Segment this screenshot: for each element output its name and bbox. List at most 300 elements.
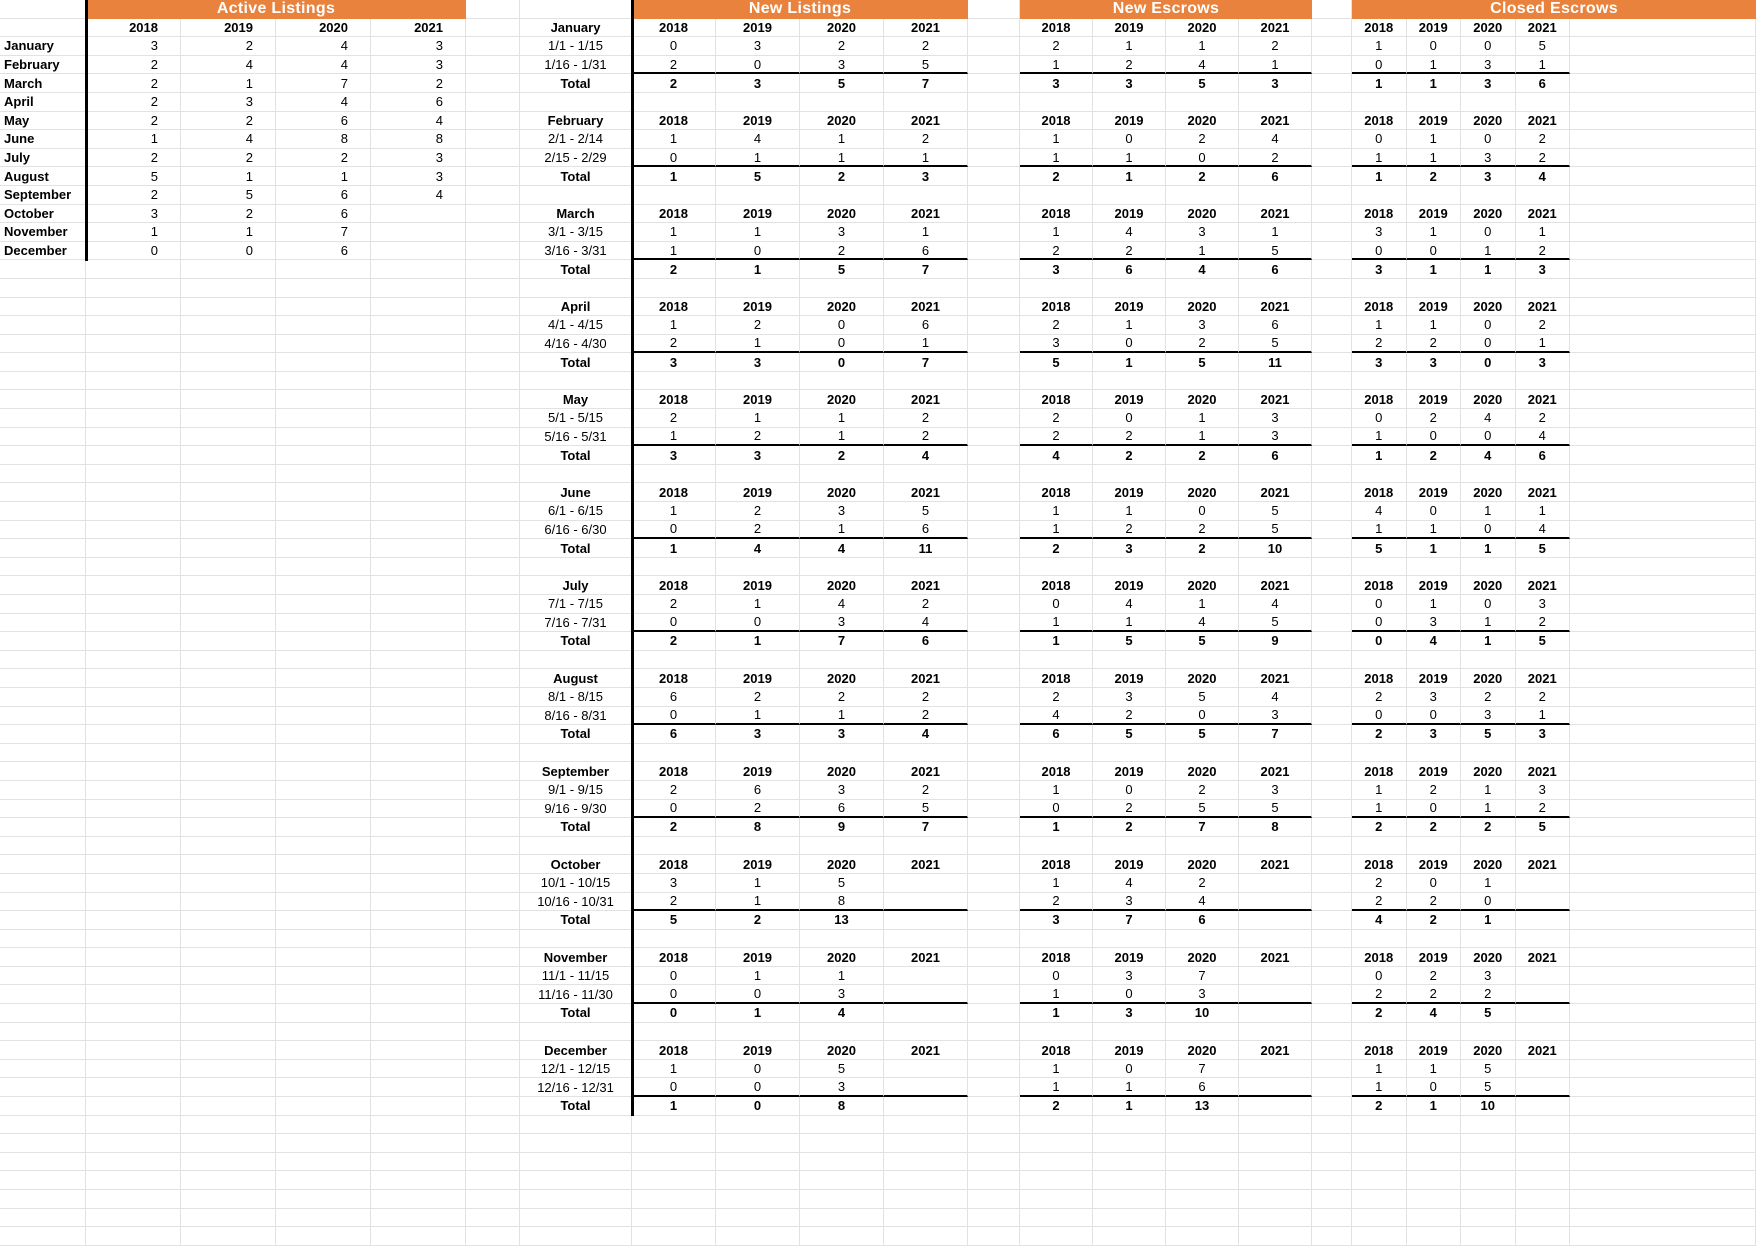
empty-cell[interactable] (632, 1153, 716, 1172)
empty-cell[interactable] (1570, 967, 1756, 986)
empty-cell[interactable] (1312, 0, 1352, 19)
empty-cell[interactable] (181, 1041, 276, 1060)
value-cell[interactable]: 3 (632, 874, 716, 893)
empty-cell[interactable] (466, 1190, 520, 1209)
empty-cell[interactable] (181, 744, 276, 763)
empty-cell[interactable] (1570, 1078, 1756, 1097)
value-cell[interactable]: 2 (1020, 37, 1093, 56)
value-cell[interactable]: 7 (1166, 967, 1239, 986)
empty-cell[interactable] (1570, 279, 1756, 298)
empty-cell[interactable] (466, 632, 520, 651)
total-value-cell[interactable]: 2 (1407, 818, 1462, 837)
empty-cell[interactable] (371, 298, 466, 317)
year-header[interactable]: 2019 (1407, 762, 1462, 781)
value-cell[interactable]: 0 (1461, 595, 1516, 614)
value-cell[interactable]: 0 (1461, 37, 1516, 56)
year-header[interactable]: 2021 (1239, 948, 1312, 967)
empty-cell[interactable] (1312, 316, 1352, 335)
year-header[interactable]: 2020 (1461, 855, 1516, 874)
empty-cell[interactable] (0, 1134, 86, 1153)
empty-cell[interactable] (1312, 37, 1352, 56)
value-cell[interactable]: 0 (1407, 800, 1462, 819)
total-label[interactable]: Total (520, 353, 632, 372)
al-value-cell[interactable]: 2 (86, 74, 181, 93)
empty-cell[interactable] (1516, 372, 1571, 391)
empty-cell[interactable] (276, 1134, 371, 1153)
empty-cell[interactable] (371, 725, 466, 744)
empty-cell[interactable] (466, 428, 520, 447)
empty-cell[interactable] (632, 1209, 716, 1228)
period-label[interactable]: 5/1 - 5/15 (520, 409, 632, 428)
al-value-cell[interactable]: 3 (86, 205, 181, 224)
empty-cell[interactable] (276, 1078, 371, 1097)
empty-cell[interactable] (884, 93, 968, 112)
empty-cell[interactable] (0, 260, 86, 279)
al-value-cell[interactable]: 4 (181, 130, 276, 149)
value-cell[interactable]: 4 (1166, 893, 1239, 912)
empty-cell[interactable] (968, 1153, 1020, 1172)
empty-cell[interactable] (800, 744, 884, 763)
empty-cell[interactable] (968, 149, 1020, 168)
total-value-cell[interactable]: 2 (1020, 1097, 1093, 1116)
empty-cell[interactable] (276, 744, 371, 763)
empty-cell[interactable] (1570, 1209, 1756, 1228)
total-value-cell[interactable]: 3 (632, 446, 716, 465)
empty-cell[interactable] (1461, 279, 1516, 298)
al-value-cell[interactable]: 2 (86, 93, 181, 112)
value-cell[interactable]: 0 (632, 521, 716, 540)
value-cell[interactable]: 2 (1093, 242, 1166, 261)
year-header[interactable]: 2021 (1516, 1041, 1571, 1060)
empty-cell[interactable] (86, 1004, 181, 1023)
empty-cell[interactable] (1570, 353, 1756, 372)
empty-cell[interactable] (1239, 1023, 1312, 1042)
empty-cell[interactable] (276, 818, 371, 837)
al-value-cell[interactable]: 8 (276, 130, 371, 149)
year-header[interactable]: 2018 (1020, 483, 1093, 502)
year-header[interactable]: 2018 (632, 19, 716, 38)
value-cell[interactable]: 1 (632, 242, 716, 261)
year-header[interactable]: 2019 (1093, 112, 1166, 131)
empty-cell[interactable] (466, 1097, 520, 1116)
value-cell[interactable]: 2 (632, 335, 716, 354)
empty-cell[interactable] (968, 967, 1020, 986)
empty-cell[interactable] (371, 390, 466, 409)
empty-cell[interactable] (1407, 1134, 1462, 1153)
value-cell[interactable]: 2 (884, 688, 968, 707)
empty-cell[interactable] (181, 688, 276, 707)
empty-cell[interactable] (86, 1171, 181, 1190)
empty-cell[interactable] (1093, 930, 1166, 949)
empty-cell[interactable] (86, 893, 181, 912)
period-label[interactable]: 7/1 - 7/15 (520, 595, 632, 614)
empty-cell[interactable] (0, 1116, 86, 1135)
year-header[interactable]: 2019 (716, 948, 800, 967)
empty-cell[interactable] (1166, 744, 1239, 763)
empty-cell[interactable] (520, 372, 632, 391)
value-cell[interactable]: 1 (1352, 781, 1407, 800)
empty-cell[interactable] (968, 93, 1020, 112)
empty-cell[interactable] (466, 1060, 520, 1079)
value-cell[interactable]: 1 (1166, 409, 1239, 428)
empty-cell[interactable] (371, 688, 466, 707)
value-cell[interactable]: 6 (884, 316, 968, 335)
empty-cell[interactable] (968, 390, 1020, 409)
empty-cell[interactable] (1570, 911, 1756, 930)
empty-cell[interactable] (1570, 781, 1756, 800)
empty-cell[interactable] (0, 707, 86, 726)
empty-cell[interactable] (1312, 1097, 1352, 1116)
empty-cell[interactable] (716, 186, 800, 205)
empty-cell[interactable] (1093, 186, 1166, 205)
empty-cell[interactable] (968, 335, 1020, 354)
empty-cell[interactable] (466, 483, 520, 502)
year-header[interactable]: 2020 (1166, 390, 1239, 409)
month-header[interactable]: February (520, 112, 632, 131)
empty-cell[interactable] (276, 967, 371, 986)
al-value-cell[interactable]: 0 (181, 242, 276, 261)
total-value-cell[interactable]: 7 (1166, 818, 1239, 837)
year-header[interactable]: 2021 (1516, 669, 1571, 688)
year-header[interactable]: 2020 (1461, 19, 1516, 38)
empty-cell[interactable] (276, 446, 371, 465)
year-header[interactable]: 2019 (716, 669, 800, 688)
value-cell[interactable]: 1 (1407, 223, 1462, 242)
year-header[interactable]: 2021 (884, 855, 968, 874)
empty-cell[interactable] (884, 1153, 968, 1172)
total-value-cell[interactable]: 2 (632, 818, 716, 837)
empty-cell[interactable] (86, 669, 181, 688)
value-cell[interactable]: 0 (1352, 595, 1407, 614)
empty-cell[interactable] (0, 1078, 86, 1097)
value-cell[interactable]: 2 (632, 409, 716, 428)
empty-cell[interactable] (1166, 1153, 1239, 1172)
total-value-cell[interactable]: 3 (1407, 725, 1462, 744)
empty-cell[interactable] (86, 353, 181, 372)
empty-cell[interactable] (0, 725, 86, 744)
value-cell[interactable]: 1 (1020, 56, 1093, 75)
value-cell[interactable]: 0 (800, 316, 884, 335)
total-value-cell[interactable]: 4 (884, 725, 968, 744)
empty-cell[interactable] (466, 1171, 520, 1190)
al-month-label[interactable]: August (0, 167, 86, 186)
empty-cell[interactable] (86, 521, 181, 540)
empty-cell[interactable] (1570, 930, 1756, 949)
total-value-cell[interactable]: 3 (1407, 353, 1462, 372)
total-value-cell[interactable]: 3 (884, 167, 968, 186)
empty-cell[interactable] (1020, 930, 1093, 949)
empty-cell[interactable] (371, 893, 466, 912)
empty-cell[interactable] (968, 130, 1020, 149)
al-value-cell[interactable]: 2 (181, 149, 276, 168)
al-month-label[interactable]: July (0, 149, 86, 168)
empty-cell[interactable] (716, 279, 800, 298)
empty-cell[interactable] (466, 930, 520, 949)
value-cell[interactable]: 2 (800, 242, 884, 261)
al-month-label[interactable]: June (0, 130, 86, 149)
empty-cell[interactable] (1352, 558, 1407, 577)
empty-cell[interactable] (1570, 1060, 1756, 1079)
empty-cell[interactable] (632, 651, 716, 670)
empty-cell[interactable] (1166, 93, 1239, 112)
total-value-cell[interactable]: 5 (716, 167, 800, 186)
value-cell[interactable]: 3 (716, 37, 800, 56)
empty-cell[interactable] (968, 465, 1020, 484)
value-cell[interactable]: 0 (716, 56, 800, 75)
value-cell[interactable]: 1 (716, 967, 800, 986)
year-header[interactable]: 2018 (1352, 669, 1407, 688)
empty-cell[interactable] (1407, 1190, 1462, 1209)
empty-cell[interactable] (276, 800, 371, 819)
empty-cell[interactable] (181, 576, 276, 595)
empty-cell[interactable] (716, 558, 800, 577)
empty-cell[interactable] (371, 1190, 466, 1209)
empty-cell[interactable] (1516, 1171, 1571, 1190)
empty-cell[interactable] (86, 539, 181, 558)
empty-cell[interactable] (86, 1023, 181, 1042)
empty-cell[interactable] (86, 483, 181, 502)
empty-cell[interactable] (968, 651, 1020, 670)
empty-cell[interactable] (1570, 1227, 1756, 1246)
empty-cell[interactable] (181, 837, 276, 856)
empty-cell[interactable] (466, 688, 520, 707)
empty-cell[interactable] (1020, 651, 1093, 670)
value-cell[interactable]: 1 (800, 409, 884, 428)
value-cell[interactable]: 2 (884, 707, 968, 726)
empty-cell[interactable] (466, 353, 520, 372)
empty-cell[interactable] (968, 669, 1020, 688)
empty-cell[interactable] (1312, 930, 1352, 949)
value-cell[interactable]: 1 (1093, 149, 1166, 168)
year-header[interactable]: 2018 (632, 669, 716, 688)
al-value-cell[interactable]: 3 (181, 93, 276, 112)
empty-cell[interactable] (276, 1097, 371, 1116)
year-header[interactable]: 2020 (1461, 1041, 1516, 1060)
empty-cell[interactable] (181, 967, 276, 986)
empty-cell[interactable] (1239, 372, 1312, 391)
empty-cell[interactable] (466, 0, 520, 19)
empty-cell[interactable] (632, 1134, 716, 1153)
value-cell[interactable] (1516, 874, 1571, 893)
empty-cell[interactable] (466, 1023, 520, 1042)
empty-cell[interactable] (86, 279, 181, 298)
al-value-cell[interactable]: 2 (86, 112, 181, 131)
empty-cell[interactable] (968, 521, 1020, 540)
total-value-cell[interactable]: 3 (800, 725, 884, 744)
empty-cell[interactable] (1516, 279, 1571, 298)
total-value-cell[interactable]: 1 (1020, 1004, 1093, 1023)
empty-cell[interactable] (968, 260, 1020, 279)
value-cell[interactable] (884, 1078, 968, 1097)
empty-cell[interactable] (1020, 1023, 1093, 1042)
empty-cell[interactable] (1570, 874, 1756, 893)
empty-cell[interactable] (1570, 316, 1756, 335)
empty-cell[interactable] (1312, 1004, 1352, 1023)
empty-cell[interactable] (968, 1060, 1020, 1079)
empty-cell[interactable] (181, 1190, 276, 1209)
value-cell[interactable] (1239, 1078, 1312, 1097)
value-cell[interactable]: 0 (716, 985, 800, 1004)
value-cell[interactable]: 2 (716, 316, 800, 335)
empty-cell[interactable] (0, 595, 86, 614)
total-value-cell[interactable]: 6 (1093, 260, 1166, 279)
empty-cell[interactable] (968, 372, 1020, 391)
al-value-cell[interactable] (371, 223, 466, 242)
empty-cell[interactable] (86, 1153, 181, 1172)
value-cell[interactable] (1239, 874, 1312, 893)
value-cell[interactable]: 1 (800, 428, 884, 447)
al-value-cell[interactable]: 5 (86, 167, 181, 186)
empty-cell[interactable] (181, 669, 276, 688)
empty-cell[interactable] (181, 260, 276, 279)
total-value-cell[interactable]: 5 (1166, 725, 1239, 744)
value-cell[interactable]: 3 (1461, 707, 1516, 726)
value-cell[interactable]: 2 (1020, 688, 1093, 707)
empty-cell[interactable] (1020, 744, 1093, 763)
value-cell[interactable]: 6 (1239, 316, 1312, 335)
total-value-cell[interactable]: 5 (632, 911, 716, 930)
empty-cell[interactable] (0, 558, 86, 577)
empty-cell[interactable] (1239, 1153, 1312, 1172)
empty-cell[interactable] (1516, 1153, 1571, 1172)
al-month-label[interactable]: December (0, 242, 86, 261)
empty-cell[interactable] (276, 893, 371, 912)
al-value-cell[interactable]: 6 (276, 205, 371, 224)
empty-cell[interactable] (276, 1153, 371, 1172)
empty-cell[interactable] (1312, 911, 1352, 930)
year-header[interactable]: 2019 (1407, 205, 1462, 224)
empty-cell[interactable] (86, 1078, 181, 1097)
empty-cell[interactable] (1461, 651, 1516, 670)
empty-cell[interactable] (466, 893, 520, 912)
total-value-cell[interactable]: 3 (1020, 74, 1093, 93)
empty-cell[interactable] (86, 1116, 181, 1135)
value-cell[interactable]: 0 (1093, 1060, 1166, 1079)
empty-cell[interactable] (968, 446, 1020, 465)
value-cell[interactable] (1516, 1078, 1571, 1097)
total-value-cell[interactable]: 3 (716, 353, 800, 372)
empty-cell[interactable] (1312, 465, 1352, 484)
empty-cell[interactable] (884, 1171, 968, 1190)
empty-cell[interactable] (0, 279, 86, 298)
value-cell[interactable]: 1 (1516, 223, 1571, 242)
value-cell[interactable] (884, 1060, 968, 1079)
value-cell[interactable]: 1 (716, 707, 800, 726)
empty-cell[interactable] (0, 521, 86, 540)
value-cell[interactable]: 1 (800, 967, 884, 986)
empty-cell[interactable] (181, 335, 276, 354)
value-cell[interactable]: 0 (716, 242, 800, 261)
year-header[interactable]: 2021 (1239, 298, 1312, 317)
total-value-cell[interactable]: 10 (1461, 1097, 1516, 1116)
total-value-cell[interactable]: 8 (716, 818, 800, 837)
total-value-cell[interactable]: 6 (1516, 74, 1571, 93)
value-cell[interactable]: 2 (884, 428, 968, 447)
empty-cell[interactable] (1239, 186, 1312, 205)
empty-cell[interactable] (276, 409, 371, 428)
total-value-cell[interactable]: 7 (800, 632, 884, 651)
al-value-cell[interactable]: 3 (371, 149, 466, 168)
value-cell[interactable]: 1 (1166, 242, 1239, 261)
empty-cell[interactable] (1407, 279, 1462, 298)
year-header[interactable]: 2019 (716, 855, 800, 874)
al-value-cell[interactable]: 3 (371, 56, 466, 75)
empty-cell[interactable] (1516, 558, 1571, 577)
empty-cell[interactable] (520, 1023, 632, 1042)
value-cell[interactable]: 0 (1093, 335, 1166, 354)
empty-cell[interactable] (968, 279, 1020, 298)
empty-cell[interactable] (86, 632, 181, 651)
value-cell[interactable]: 2 (1239, 149, 1312, 168)
total-value-cell[interactable]: 0 (800, 353, 884, 372)
value-cell[interactable]: 0 (1407, 502, 1462, 521)
empty-cell[interactable] (884, 1023, 968, 1042)
total-value-cell[interactable]: 3 (1516, 353, 1571, 372)
year-header[interactable]: 2019 (716, 576, 800, 595)
empty-cell[interactable] (1570, 1116, 1756, 1135)
empty-cell[interactable] (968, 242, 1020, 261)
value-cell[interactable]: 1 (1407, 149, 1462, 168)
empty-cell[interactable] (466, 446, 520, 465)
empty-cell[interactable] (1312, 279, 1352, 298)
empty-cell[interactable] (86, 818, 181, 837)
year-header[interactable]: 2021 (1516, 483, 1571, 502)
empty-cell[interactable] (371, 1023, 466, 1042)
empty-cell[interactable] (1312, 1041, 1352, 1060)
empty-cell[interactable] (466, 1116, 520, 1135)
empty-cell[interactable] (1461, 1116, 1516, 1135)
empty-cell[interactable] (86, 948, 181, 967)
empty-cell[interactable] (1570, 335, 1756, 354)
value-cell[interactable]: 2 (716, 428, 800, 447)
value-cell[interactable]: 1 (1093, 1078, 1166, 1097)
year-header[interactable]: 2021 (1239, 390, 1312, 409)
empty-cell[interactable] (181, 651, 276, 670)
empty-cell[interactable] (86, 316, 181, 335)
empty-cell[interactable] (1461, 93, 1516, 112)
empty-cell[interactable] (1312, 818, 1352, 837)
empty-cell[interactable] (371, 707, 466, 726)
empty-cell[interactable] (1020, 372, 1093, 391)
empty-cell[interactable] (371, 1209, 466, 1228)
period-label[interactable]: 6/16 - 6/30 (520, 521, 632, 540)
year-header[interactable]: 2021 (884, 1041, 968, 1060)
value-cell[interactable]: 1 (716, 893, 800, 912)
year-header[interactable]: 2019 (716, 483, 800, 502)
empty-cell[interactable] (276, 390, 371, 409)
empty-cell[interactable] (86, 1209, 181, 1228)
period-label[interactable]: 10/16 - 10/31 (520, 893, 632, 912)
empty-cell[interactable] (1570, 112, 1756, 131)
empty-cell[interactable] (1239, 279, 1312, 298)
period-label[interactable]: 3/1 - 3/15 (520, 223, 632, 242)
empty-cell[interactable] (1093, 372, 1166, 391)
value-cell[interactable]: 0 (1407, 428, 1462, 447)
empty-cell[interactable] (1312, 855, 1352, 874)
empty-cell[interactable] (1461, 558, 1516, 577)
empty-cell[interactable] (1312, 651, 1352, 670)
empty-cell[interactable] (1312, 595, 1352, 614)
value-cell[interactable]: 2 (1352, 335, 1407, 354)
empty-cell[interactable] (1570, 93, 1756, 112)
empty-cell[interactable] (1312, 372, 1352, 391)
year-header[interactable]: 2021 (884, 112, 968, 131)
value-cell[interactable]: 1 (884, 335, 968, 354)
empty-cell[interactable] (86, 725, 181, 744)
empty-cell[interactable] (800, 651, 884, 670)
value-cell[interactable]: 2 (1093, 428, 1166, 447)
value-cell[interactable]: 2 (1407, 335, 1462, 354)
